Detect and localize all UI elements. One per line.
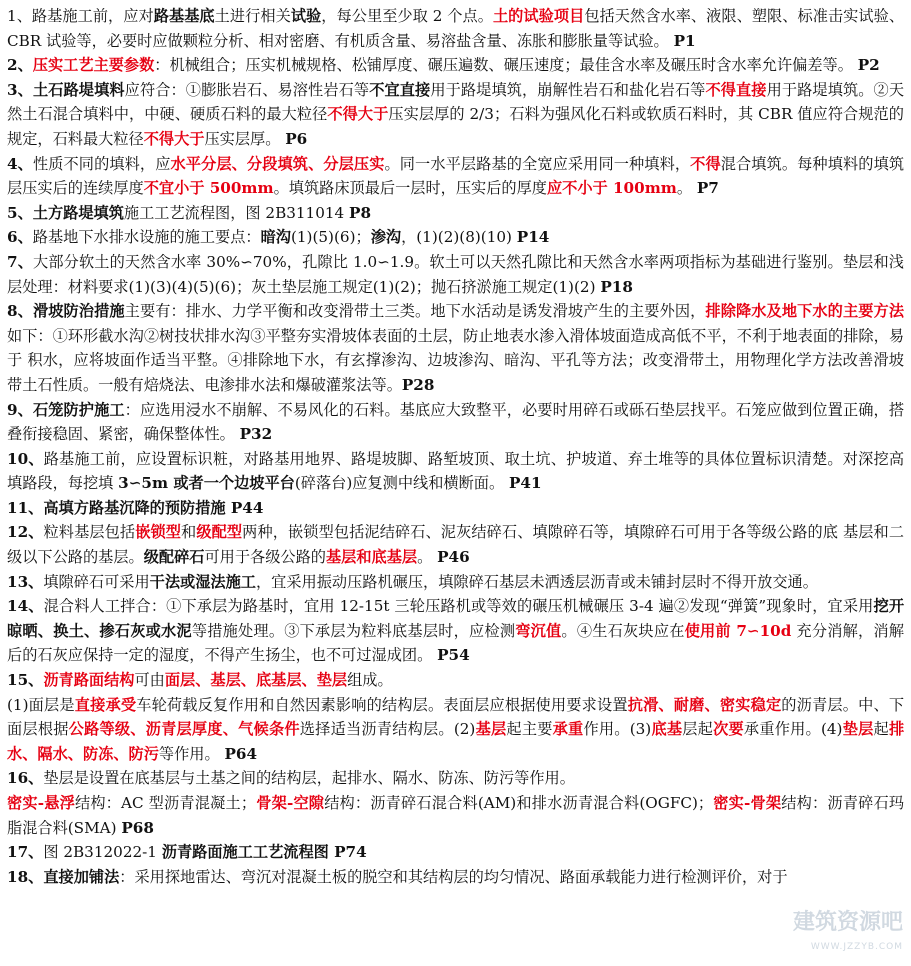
emphasis-run: 级配型 <box>196 523 243 542</box>
text-run: ，每公里至少取 2 个点。 <box>321 7 493 25</box>
emphasis-run: 不得大于 <box>143 129 205 148</box>
text-run: 。填筑路床顶最后一层时，压实后的厚度 <box>273 179 547 198</box>
emphasis-run: 6、 <box>7 228 33 247</box>
emphasis-run: P28 <box>401 375 435 394</box>
emphasis-run: 路基基底 <box>153 7 215 25</box>
emphasis-run: 承重 <box>552 720 584 739</box>
text-run: 的沥青层。中、下面层根据 <box>7 695 904 739</box>
text-run: 结构：沥青碎石玛脂混合料(SMA) <box>7 794 905 837</box>
emphasis-run: 不宜小于 500mm <box>143 179 274 198</box>
paragraph-5 <box>7 201 904 226</box>
emphasis-run: 密实-悬浮 <box>7 794 75 812</box>
text-run: 。 <box>676 179 697 198</box>
text-run: 土进行相关 <box>214 7 291 25</box>
paragraph-10 <box>7 447 904 496</box>
text-run: 路基施工前，应设置标识粧，对路基用地界、路堤坡脚、路堑坡顶、取土坑、护坡道、弃土堆等的具体位置标识清楚。对深挖高填路段，每挖填 <box>7 449 905 493</box>
paragraph-17 <box>7 766 904 791</box>
paragraph-4 <box>7 152 904 201</box>
emphasis-run: 次要 <box>713 720 744 739</box>
emphasis-run: 抗滑、耐磨、密实稳定 <box>627 695 782 714</box>
emphasis-run: 3、土石路堤填料 <box>7 80 125 99</box>
emphasis-run: P6 <box>285 129 308 148</box>
text-run: 垫层是设置在底基层与土基之间的结构层，起排水、隔水、防冻、防污等作用。 <box>43 769 575 788</box>
emphasis-run: 14、 <box>7 597 44 616</box>
emphasis-run: 骨架-空隙 <box>256 794 325 812</box>
text-run: 。 <box>417 548 438 567</box>
text-run: 如下：①环形截水沟②树技状排水沟③平整夯实滑坡体表面的土层，防止地表水渗入滑体坡面造成高低不平，不利于地表面的排除，易于 积水，应将坡面作适当平整。④排除地下水，有玄撑渗沟、边坡渗沟、暗沟、平孔等方法；改变滑带土，用物理化学方法改善滑坡带土石性质。一般有焙烧法、电渗排水法和爆破灌浆法等。 <box>7 326 904 394</box>
paragraph-9 <box>7 398 904 447</box>
emphasis-run: 2、 <box>7 56 33 75</box>
paragraph-15 <box>7 668 904 693</box>
paragraph-20 <box>7 865 904 890</box>
text-run: 作用。(3) <box>583 720 652 739</box>
text-run: 可用于各级公路的 <box>204 548 326 567</box>
emphasis-run: P7 <box>696 179 719 198</box>
emphasis-run: 渗沟 <box>370 228 402 247</box>
text-run: 应符合：①膨胀岩石、易溶性岩石等 <box>124 80 370 99</box>
emphasis-run: 直接承受 <box>74 695 137 714</box>
watermark-url: WWW.JZZYB.COM <box>810 942 903 953</box>
emphasis-run: 应不小于 100mm <box>546 179 677 198</box>
text-run: 选择适当沥青结构层。(2) <box>299 720 476 739</box>
text-run: 两种，嵌锁型包括泥结碎石、泥灰结碎石、填隙碎石等，填隙碎石可用于各等级公路的底 基层和二级以下公路的基层。 <box>7 523 905 567</box>
emphasis-run: 不宜直接 <box>369 80 431 99</box>
emphasis-run: 水平分层、分段填筑、分层压实 <box>170 154 385 173</box>
paragraph-7 <box>7 250 904 299</box>
emphasis-run: 16、 <box>7 769 44 788</box>
text-run: 压实层厚的 2/3；石料为强风化石料或软质石料时，其 CBR 值应符合规范的规定，石料最大粒径 <box>7 105 904 148</box>
text-run: 起主要 <box>506 720 553 739</box>
emphasis-run: P18 <box>600 277 633 296</box>
text-run: 。同一水平层路基的全宽应采用同一种填料， <box>384 154 691 173</box>
text-run: 主要有：排水、力学平衡和改变滑带土三类。地下水活动是诱发滑坡产生的主要外因， <box>124 302 706 321</box>
emphasis-run: 级配碎石 <box>143 548 205 567</box>
emphasis-run: 排水、隔水、防冻、防污 <box>7 720 905 763</box>
paragraph-11 <box>7 496 904 521</box>
emphasis-run: P14 <box>516 228 550 247</box>
paragraph-2 <box>7 53 904 78</box>
text-run: 1、路基施工前，应对 <box>7 7 154 25</box>
emphasis-run: 暗沟 <box>260 228 291 247</box>
emphasis-run: 17、 <box>7 843 44 862</box>
emphasis-run: 4、 <box>7 154 33 173</box>
emphasis-run: 15、 <box>7 671 44 690</box>
emphasis-run: 12、 <box>7 523 44 542</box>
text-run: 充分消解，消解后的石灰应保持一定的湿度，不得产生扬尘，也不可过湿成团。 <box>7 621 905 665</box>
emphasis-run: 弯沉值 <box>515 621 562 640</box>
text-run: 等作用。 <box>158 744 225 763</box>
text-run: 可由 <box>134 671 165 690</box>
paragraph-1 <box>7 4 904 53</box>
emphasis-run: 11、高填方路基沉降的预防措施 P44 <box>7 498 264 517</box>
emphasis-run: P54 <box>437 646 470 665</box>
emphasis-run: P2 <box>857 56 880 75</box>
text-run: (碎落台)应复测中线和横断面。 <box>294 474 509 493</box>
emphasis-run: 不得大于 <box>327 105 389 124</box>
text-run: 等措施处理。③下承层为粒料底基层时，应检测 <box>191 621 516 640</box>
text-run: (1)面层是 <box>7 695 75 714</box>
site-watermark <box>793 911 903 960</box>
paragraph-14 <box>7 594 904 668</box>
text-run: 施工工艺流程图，图 2B311014 <box>123 203 350 222</box>
watermark-text: 建筑资源吧 <box>792 909 903 935</box>
emphasis-run: 试验 <box>290 7 322 25</box>
text-run: 层起 <box>682 720 714 739</box>
text-run: 填隙碎石可采用 <box>43 572 150 591</box>
emphasis-run: 基层 <box>475 720 507 739</box>
emphasis-run: 不得 <box>690 154 721 173</box>
emphasis-run: 8、滑坡防治措施 <box>7 302 125 321</box>
text-run: 承重作用。(4) <box>743 720 843 739</box>
text-run: 起 <box>873 720 889 739</box>
text-run: 用于路堤填筑。②天然土石混合填料中，中硬、硬质石料的最大粒径 <box>7 80 905 124</box>
paragraph-13 <box>7 570 904 595</box>
emphasis-run: 沥青路面施工工艺流程图 P74 <box>161 843 367 862</box>
emphasis-run: 密实-骨架 <box>713 794 782 812</box>
emphasis-run: 7、 <box>7 252 34 271</box>
emphasis-run: P32 <box>239 425 273 444</box>
text-run: 结构：AC 型沥青混凝土； <box>74 794 257 812</box>
emphasis-run: 压实工艺主要参数 <box>32 56 155 75</box>
emphasis-run: 干法或湿法施工 <box>149 572 256 591</box>
text-run: 。④生石灰块应在 <box>561 621 685 640</box>
emphasis-run: 土的试验项目 <box>492 7 585 25</box>
emphasis-run: P8 <box>349 203 372 222</box>
text-run: 包括天然含水率、液限、塑限、标准击实试验、CBR 试验等，必要时应做颗粒分析、相对密磨、有机质含量、易溶盐含量、冻胀和膨胀量等试验。 <box>7 7 905 50</box>
emphasis-run: 挖开晾晒、换土、掺石灰或水泥 <box>7 597 905 640</box>
emphasis-run: 排除降水及地下水的主要方法 <box>705 302 905 321</box>
text-run: 大部分软土的天然含水率 30%∽70%，孔隙比 1.0∽1.9。软土可以天然孔隙比和天然含水率两项指标为基础进行鉴别。垫层和浅层处理：材料要求(1)(3)(4)(5)(6)；灰土垫层施工规定(1)(2)；抛石挤淤施工规定(1)(2) <box>7 252 904 296</box>
emphasis-run: 使用前 7∽10d <box>684 621 792 640</box>
paragraph-19 <box>7 840 904 865</box>
paragraph-16 <box>7 693 904 767</box>
text-run: 性质不同的填料，应 <box>32 154 171 173</box>
text-run: ：应选用浸水不崩解、不易风化的石料。基底应大致整平，必要时用碎石或砾石垫层找平。石笼应做到位置正确，搭叠衔接稳固、紧密，确保整体性。 <box>7 400 905 444</box>
paragraph-8 <box>7 299 904 397</box>
text-run: (1)(5)(6)； <box>290 228 371 247</box>
emphasis-run: 公路等级、沥青层厚度、气候条件 <box>68 720 300 739</box>
emphasis-run: 18、直接加铺法 <box>7 867 120 886</box>
text-run: 混合料人工拌合：①下承层为路基时，宜用 12-15t 三轮压路机或等效的碾压机械碾压 3-4 遍②发现“弹簧”现象时，宜采用 <box>43 597 874 616</box>
paragraph-3 <box>7 78 904 152</box>
paragraph-6 <box>7 225 904 250</box>
text-run: 压实层厚。 <box>204 129 286 148</box>
text-run: 图 2B312022-1 <box>43 843 162 862</box>
text-run: 车轮荷载反复作用和自然因素影响的结构层。表面层应根据使用要求设置 <box>136 695 628 714</box>
paragraph-18 <box>7 791 904 840</box>
emphasis-run: P41 <box>508 474 542 493</box>
emphasis-run: 基层和底基层 <box>325 548 418 567</box>
emphasis-run: 5、土方路堤填筑 <box>7 203 124 222</box>
emphasis-run: 底基 <box>651 720 683 739</box>
paragraph-12 <box>7 520 904 569</box>
text-run: ：机械组合；压实机械规格、松铺厚度、碾压遍数、碾压速度；最佳含水率及碾压时含水率允许偏差等。 <box>154 56 858 75</box>
emphasis-run: 嵌锁型 <box>135 523 182 542</box>
emphasis-run: P1 <box>673 31 696 50</box>
emphasis-run: P64 <box>224 744 258 763</box>
text-run: ，宜采用振动压路机碾压，填隙碎石基层未洒透层沥青或未铺封层时不得开放交通。 <box>255 572 818 591</box>
text-run: 结构：沥青碎石混合料(AM)和排水沥青混合料(OGFC)； <box>324 794 714 812</box>
text-run: 路基地下水排水设施的施工要点： <box>32 228 261 247</box>
emphasis-run: 3∽5m 或者一个边坡平台 <box>118 474 295 493</box>
text-run: 混合填筑。每种填料的填筑层压实后的连续厚度 <box>7 154 905 198</box>
emphasis-run: 10、 <box>7 449 44 468</box>
emphasis-run: 不得直接 <box>705 80 767 99</box>
text-run: 用于路堤填筑，崩解性岩石和盐化岩石等 <box>430 80 706 99</box>
emphasis-run: 沥青路面结构 <box>43 671 135 690</box>
emphasis-run: 13、 <box>7 572 44 591</box>
emphasis-run: P68 <box>121 818 154 837</box>
text-run: 和 <box>181 523 197 542</box>
emphasis-run: 垫层 <box>842 720 874 739</box>
text-run: 组成。 <box>347 671 393 690</box>
text-run: ：采用探地雷达、弯沉对混凝土板的脱空和其结构层的均匀情况、路面承载能力进行检测评价，对于 <box>119 867 788 886</box>
text-run: 粒料基层包括 <box>43 523 136 542</box>
emphasis-run: 9、石笼防护施工 <box>7 400 125 419</box>
emphasis-run: P46 <box>437 548 470 567</box>
emphasis-run: 面层、基层、底基层、垫层 <box>164 671 348 690</box>
text-run: ，(1)(2)(8)(10) <box>401 228 517 247</box>
